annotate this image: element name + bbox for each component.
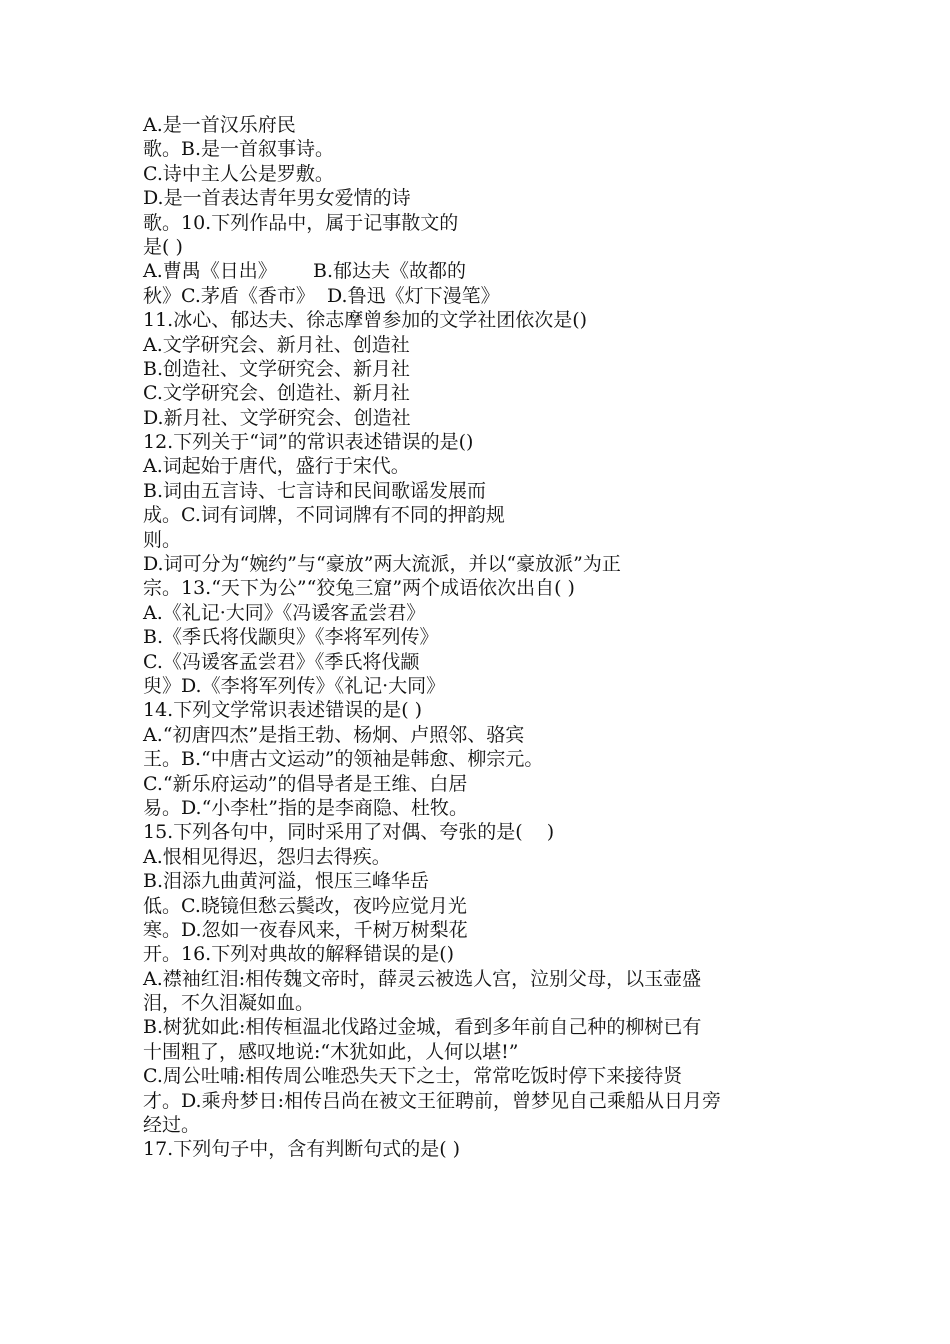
text-line: D.词可分为“婉约”与“豪放”两大流派，并以“豪放派”为正 xyxy=(143,553,621,576)
text-line: 是( ) xyxy=(143,235,183,258)
text-line: C.诗中主人公是罗敷。 xyxy=(143,162,334,185)
text-line: B.词由五言诗、七言诗和民间歌谣发展而 xyxy=(143,479,487,502)
text-line: 则。 xyxy=(143,528,182,551)
text-line: 12.下列关于“词”的常识表述错误的是() xyxy=(143,431,474,454)
text-line: C.《冯谖客孟尝君》《季氏将伐颛 xyxy=(143,650,420,673)
text-line: A.《礼记·大同》《冯谖客孟尝君》 xyxy=(143,601,426,624)
text-line: B.创造社、文学研究会、新月社 xyxy=(143,357,411,380)
text-line: B.泪添九曲黄河溢，恨压三峰华岳 xyxy=(143,870,430,893)
text-line: 歌。10.下列作品中，属于记事散文的 xyxy=(143,211,459,234)
text-line: C.周公吐哺:相传周公唯恐失天下之士，常常吃饭时停下来接待贤 xyxy=(143,1065,683,1088)
text-line: 泪，不久泪凝如血。 xyxy=(143,992,315,1015)
text-line: 臾》D.《李将军列传》《礼记·大同》 xyxy=(143,674,446,697)
text-line: A.词起始于唐代，盛行于宋代。 xyxy=(143,455,410,478)
text-line: B.树犹如此:相传桓温北伐路过金城，看到多年前自己种的柳树已有 xyxy=(143,1016,702,1039)
text-line: 低。C.晓镜但愁云鬓改，夜吟应觉月光 xyxy=(143,894,467,917)
text-line: 成。C.词有词牌，不同词牌有不同的押韵规 xyxy=(143,504,505,527)
text-line: 十围粗了，感叹地说:“木犹如此，人何以堪!” xyxy=(143,1040,519,1063)
text-line: 才。D.乘舟梦日:相传吕尚在被文王征聘前，曾梦见自己乘船从日月旁 xyxy=(143,1089,721,1112)
text-line: D.是一首表达青年男女爱情的诗 xyxy=(143,187,411,210)
text-line: 宗。13.“天下为公”“狡兔三窟”两个成语依次出自( ) xyxy=(143,577,575,600)
text-line: A.襟袖红泪:相传魏文帝时，薛灵云被选人宫，泣别父母，以玉壶盛 xyxy=(143,967,702,990)
text-line: C.“新乐府运动”的倡导者是王维、白居 xyxy=(143,772,468,795)
text-line: 易。D.“小李杜”指的是李商隐、杜牧。 xyxy=(143,796,469,819)
text-line: 寒。D.忽如一夜春风来，千树万树梨花 xyxy=(143,918,468,941)
text-line: 秋》C.茅盾《香市》 D.鲁迅《灯下漫笔》 xyxy=(143,284,500,307)
text-line: 14.下列文学常识表述错误的是( ) xyxy=(143,699,423,722)
text-line: 17.下列句子中，含有判断句式的是( ) xyxy=(143,1138,461,1161)
text-line: A.“初唐四杰”是指王勃、杨炯、卢照邻、骆宾 xyxy=(143,723,525,746)
text-line: 歌。B.是一首叙事诗。 xyxy=(143,138,335,161)
text-line: A.文学研究会、新月社、创造社 xyxy=(143,333,410,356)
text-line: B.《季氏将伐颛臾》《李将军列传》 xyxy=(143,626,439,649)
text-line: D.新月社、文学研究会、创造社 xyxy=(143,406,411,429)
exam-text-body xyxy=(143,113,823,1162)
text-line: 经过。 xyxy=(143,1114,201,1137)
text-line: A.曹禺《日出》 B.郁达夫《故都的 xyxy=(143,260,467,283)
text-line: C.文学研究会、创造社、新月社 xyxy=(143,382,410,405)
text-line: 11.冰心、郁达夫、徐志摩曾参加的文学社团依次是() xyxy=(143,309,588,332)
text-line: A.是一首汉乐府民 xyxy=(143,114,296,136)
text-line: 15.下列各句中，同时采用了对偶、夸张的是( ) xyxy=(143,821,555,844)
text-line: 王。B.“中唐古文运动”的领袖是韩愈、柳宗元。 xyxy=(143,748,544,771)
text-line: 开。16.下列对典故的解释错误的是() xyxy=(143,943,455,966)
text-line: A.恨相见得迟，怨归去得疾。 xyxy=(143,845,391,868)
